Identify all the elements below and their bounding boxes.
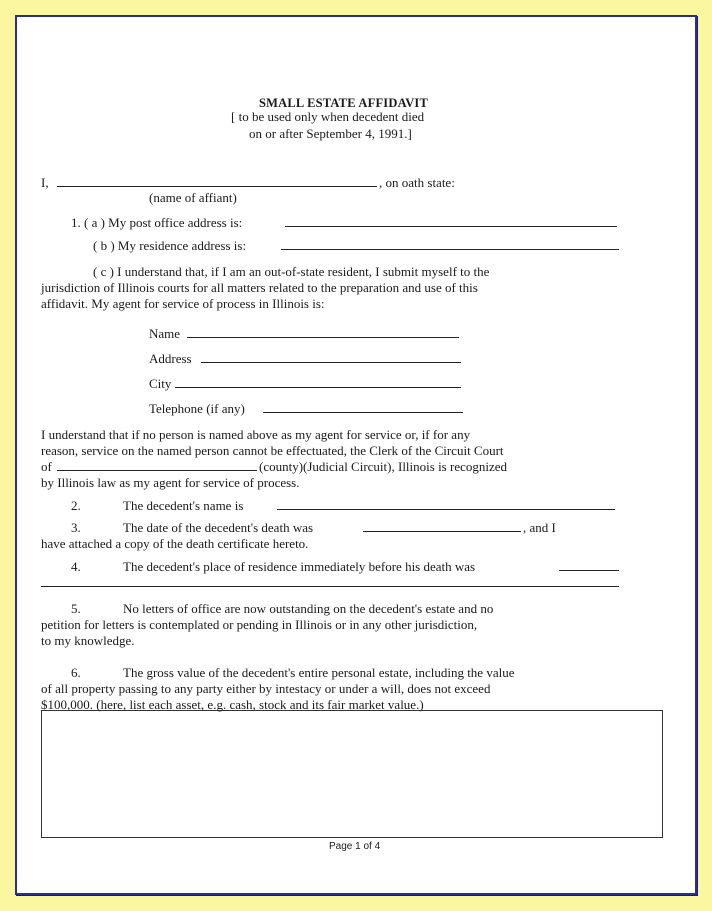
item-5-line-2: petition for letters is contemplated or pending in Illinois or in any other jurisdiction, (41, 617, 478, 632)
affiant-suffix: , on oath state: (379, 175, 455, 190)
agent-telephone-field[interactable] (263, 401, 463, 417)
understand-line-4: by Illinois law as my agent for service of process. (41, 475, 300, 490)
item-6-line-3: $100,000. (here, list each asset, e.g. cash, stock and its fair market value.) (41, 697, 424, 712)
item-6-line-1: The gross value of the decedent's entire personal estate, including the value (123, 665, 515, 680)
understand-line-3-suffix: (county)(Judicial Circuit), Illinois is recognized (259, 459, 508, 474)
residence-field-part-2[interactable] (41, 575, 619, 591)
item-3-number: 3. (71, 520, 81, 535)
item-4-text: The decedent's place of residence immediately before his death was (123, 559, 476, 574)
item-5-line-3: to my knowledge. (41, 633, 135, 648)
residence-address-field[interactable] (281, 238, 619, 254)
item-5-number: 5. (71, 601, 81, 616)
agent-city-field[interactable] (175, 376, 461, 392)
item-3-text-prefix: The date of the decedent's death was (123, 520, 314, 535)
understand-line-3-prefix: of (41, 459, 52, 474)
agent-city-label: City (149, 376, 172, 391)
understand-line-1: I understand that if no person is named above as my agent for service or, if for any (41, 427, 471, 442)
decedent-name-field[interactable] (277, 498, 615, 514)
item-3-line-2: have attached a copy of the death certificate hereto. (41, 536, 309, 551)
item-2-number: 2. (71, 498, 81, 513)
death-date-field[interactable] (363, 520, 521, 536)
agent-telephone-label: Telephone (if any) (149, 401, 245, 416)
post-office-address-field[interactable] (285, 215, 617, 231)
item-1c-line-3: affidavit. My agent for service of process in Illinois is: (41, 296, 325, 311)
affiant-prefix: I, (41, 175, 49, 190)
item-1b-label: ( b ) My residence address is: (93, 238, 247, 253)
item-5-line-1: No letters of office are now outstanding on the decedent's estate and no (123, 601, 494, 616)
agent-address-label: Address (149, 351, 192, 366)
item-4-number: 4. (71, 559, 81, 574)
affiant-caption: (name of affiant) (149, 190, 237, 205)
item-2-text: The decedent's name is (123, 498, 244, 513)
subtitle-line-2: on or after September 4, 1991.] (249, 126, 412, 141)
asset-list-box[interactable] (41, 710, 663, 838)
residence-field-part-1[interactable] (559, 559, 619, 575)
page-number: Page 1 of 4 (329, 841, 381, 852)
county-field[interactable] (57, 459, 257, 475)
item-1c-line-1: ( c ) I understand that, if I am an out-of-state resident, I submit myself to the (93, 264, 490, 279)
subtitle-line-1: [ to be used only when decedent died (231, 109, 425, 124)
document-frame (15, 15, 697, 895)
agent-name-field[interactable] (187, 326, 459, 342)
affiant-name-field[interactable] (57, 175, 377, 191)
item-3-text-suffix: , and I (523, 520, 556, 535)
document-title: SMALL ESTATE AFFIDAVIT (259, 96, 429, 110)
agent-name-label: Name (149, 326, 181, 341)
agent-address-field[interactable] (201, 351, 461, 367)
item-1a-label: 1. ( a ) My post office address is: (71, 215, 243, 230)
item-6-number: 6. (71, 665, 81, 680)
understand-line-2: reason, service on the named person cannot be effectuated, the Clerk of the Circuit Court (41, 443, 504, 458)
document-page (17, 17, 695, 893)
item-1c-line-2: jurisdiction of Illinois courts for all matters related to the preparation and use of this (41, 280, 478, 295)
item-6-line-2: of all property passing to any party either by intestacy or under a will, does not exceed (41, 681, 491, 696)
